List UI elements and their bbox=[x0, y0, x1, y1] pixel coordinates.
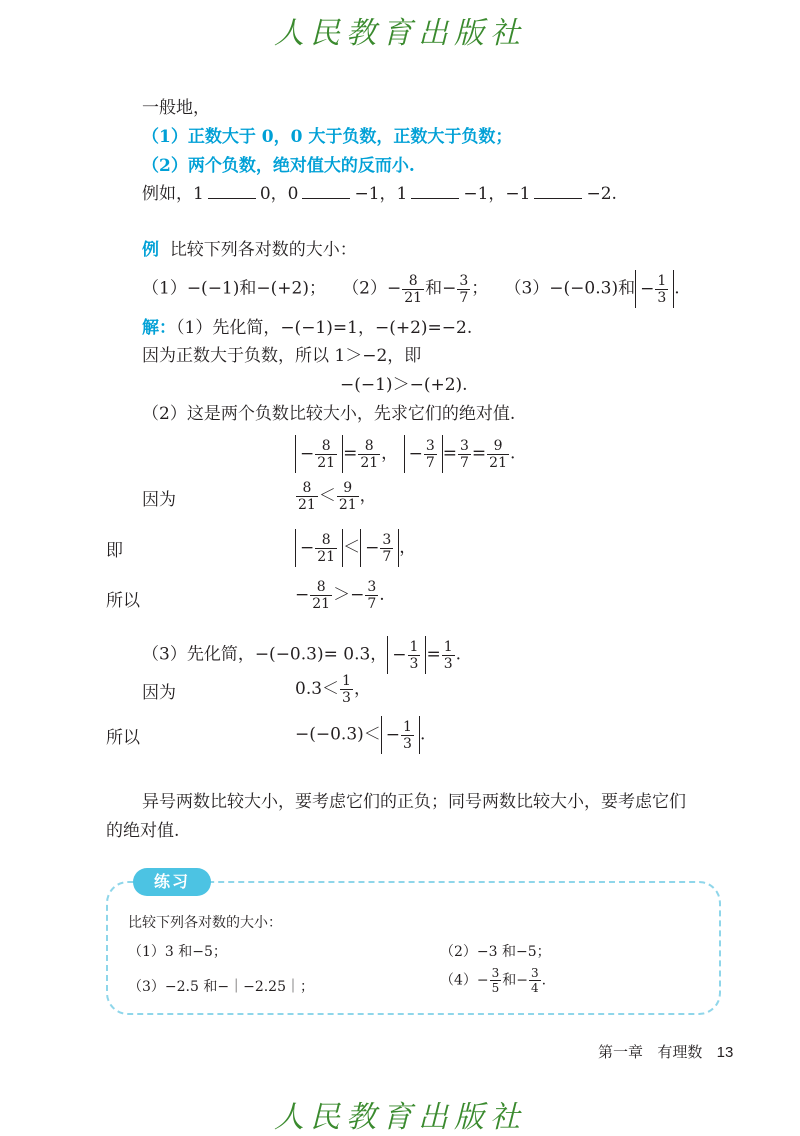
example-fill-line: 例如，1 0，0 −1，1 −1，−1 −2. bbox=[142, 184, 617, 204]
namely-label: 即 bbox=[106, 541, 123, 561]
solution-step-1c: −(−1)＞−(+2). bbox=[340, 375, 468, 395]
compare-line-1: $\frac{8}{21}$ ＜ $\frac{9}{21}$ ， bbox=[298, 480, 377, 513]
publisher-logo-footer: 人民教育出版社 bbox=[274, 1100, 526, 1135]
rule-2: （2）两个负数，绝对值大的反而小. bbox=[142, 156, 415, 176]
exercise-instruction: 比较下列各对数的大小： bbox=[128, 915, 282, 931]
because-label-1: 因为 bbox=[142, 490, 176, 510]
publisher-logo: 人民教育出版社 bbox=[274, 16, 526, 51]
exercise-tag: 练习 bbox=[133, 868, 211, 896]
solution-step-1b: 因为正数大于负数，所以 1＞−2，即 bbox=[142, 346, 422, 366]
example-parts: （1）−(−1)和−(+2)； （2）− $\frac{8}{21}$ 和− $\frac{3}{7}$ ； （3）−(−0.3)和 − $\frac{1}{3}$ . bbox=[142, 270, 680, 308]
page-number: 13 bbox=[716, 1044, 734, 1061]
summary-line-2: 的绝对值. bbox=[106, 821, 180, 841]
exercise-q3: （3）−2.5 和−｜−2.25｜； bbox=[128, 979, 314, 995]
compare-line-2: − $\frac{8}{21}$ ＜ − $\frac{3}{7}$ ， bbox=[295, 529, 416, 567]
compare-line-3: − $\frac{8}{21}$ ＞− $\frac{3}{7}$ . bbox=[295, 579, 385, 612]
abs-values-line: − $\frac{8}{21}$ = $\frac{8}{21}$ ， − $\frac{3}{7}$ = $\frac{3}{7}$ = $\frac{9}{21}$ . bbox=[295, 435, 515, 473]
page-footer bbox=[598, 1041, 733, 1062]
summary-line-1: 异号两数比较大小，要考虑它们的正负；同号两数比较大小，要考虑它们 bbox=[142, 792, 686, 812]
exercise-q4: （4）− $\frac{3}{5}$ 和− $\frac{3}{4}$ . bbox=[440, 966, 547, 995]
exercise-q2: （2）−3 和−5； bbox=[440, 944, 551, 960]
therefore-label-1: 所以 bbox=[106, 591, 140, 611]
solution-step-1: 解：（1）先化简，−(−1)=1，−(+2)=−2. bbox=[142, 318, 473, 338]
compare-line-5: −(−0.3)＜ − $\frac{1}{3}$ . bbox=[295, 716, 425, 754]
compare-line-4: 0.3＜ $\frac{1}{3}$ ， bbox=[295, 673, 371, 706]
example-heading: 例 比较下列各对数的大小： bbox=[142, 240, 357, 260]
rule-1: （1）正数大于 0，0 大于负数，正数大于负数； bbox=[142, 127, 513, 147]
exercise-q1: （1）3 和−5； bbox=[128, 944, 227, 960]
because-label-2: 因为 bbox=[142, 683, 176, 703]
chapter-label: 第一章 bbox=[598, 1043, 644, 1061]
solution-step-2: （2）这是两个负数比较大小，先求它们的绝对值. bbox=[142, 404, 516, 424]
therefore-label-2: 所以 bbox=[106, 728, 140, 748]
intro-text: 一般地， bbox=[142, 98, 210, 118]
solution-step-3: （3）先化简，−(−0.3)= 0.3， − $\frac{1}{3}$ = $\frac{1}{3}$ . bbox=[142, 636, 461, 674]
chapter-title: 有理数 bbox=[657, 1043, 703, 1061]
